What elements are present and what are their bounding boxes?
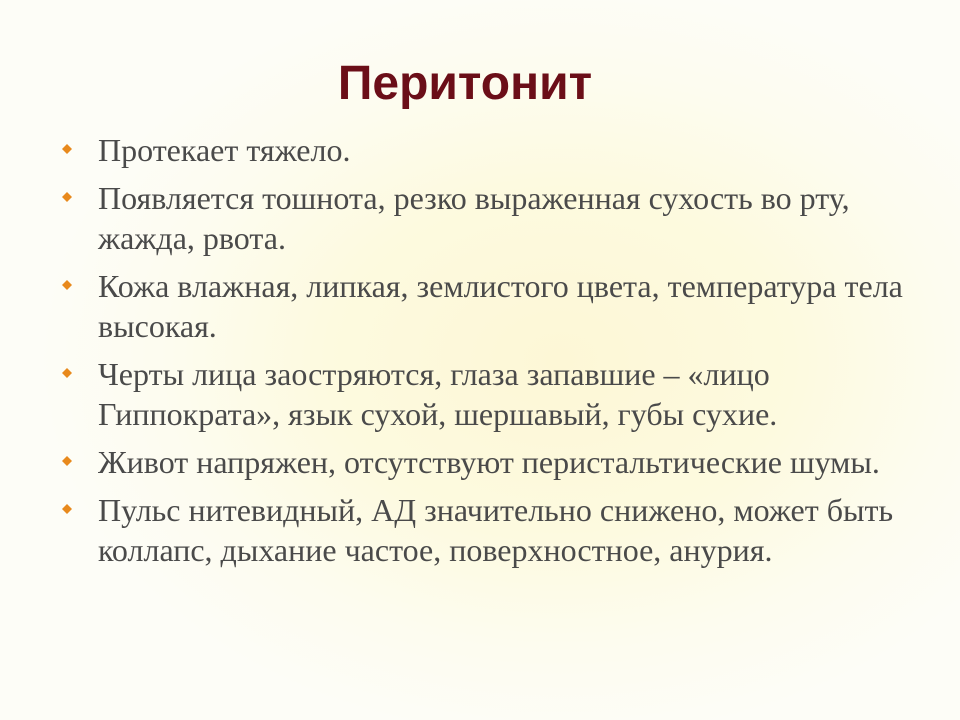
bullet-text: Появляется тошнота, резко выраженная сухость во рту, жажда, рвота. — [98, 180, 850, 256]
diamond-bullet-icon — [62, 368, 72, 378]
diamond-bullet-icon — [62, 192, 72, 202]
bullet-list — [58, 130, 908, 578]
diamond-bullet-icon — [62, 280, 72, 290]
slide-title: Перитонит — [337, 57, 593, 110]
bullet-item — [58, 178, 908, 258]
bullet-text: Кожа влажная, липкая, землистого цвета, температура тела высокая. — [98, 268, 903, 344]
bullet-item — [58, 266, 908, 346]
bullet-item — [58, 490, 908, 570]
bullet-item — [58, 130, 908, 170]
bullet-item — [58, 442, 908, 482]
bullet-item — [58, 354, 908, 434]
bullet-text: Пульс нитевидный, АД значительно снижено, может быть коллапс, дыхание частое, поверхностное, анурия. — [98, 492, 894, 568]
bullet-text: Черты лица заостряются, глаза запавшие – «лицо Гиппократа», язык сухой, шершавый, губы сухие. — [98, 356, 778, 432]
diamond-bullet-icon — [62, 504, 72, 514]
diamond-bullet-icon — [62, 144, 72, 154]
diamond-bullet-icon — [62, 456, 72, 466]
bullet-text: Живот напряжен, отсутствуют перистальтические шумы. — [98, 444, 880, 480]
bullet-text: Протекает тяжело. — [98, 132, 351, 168]
